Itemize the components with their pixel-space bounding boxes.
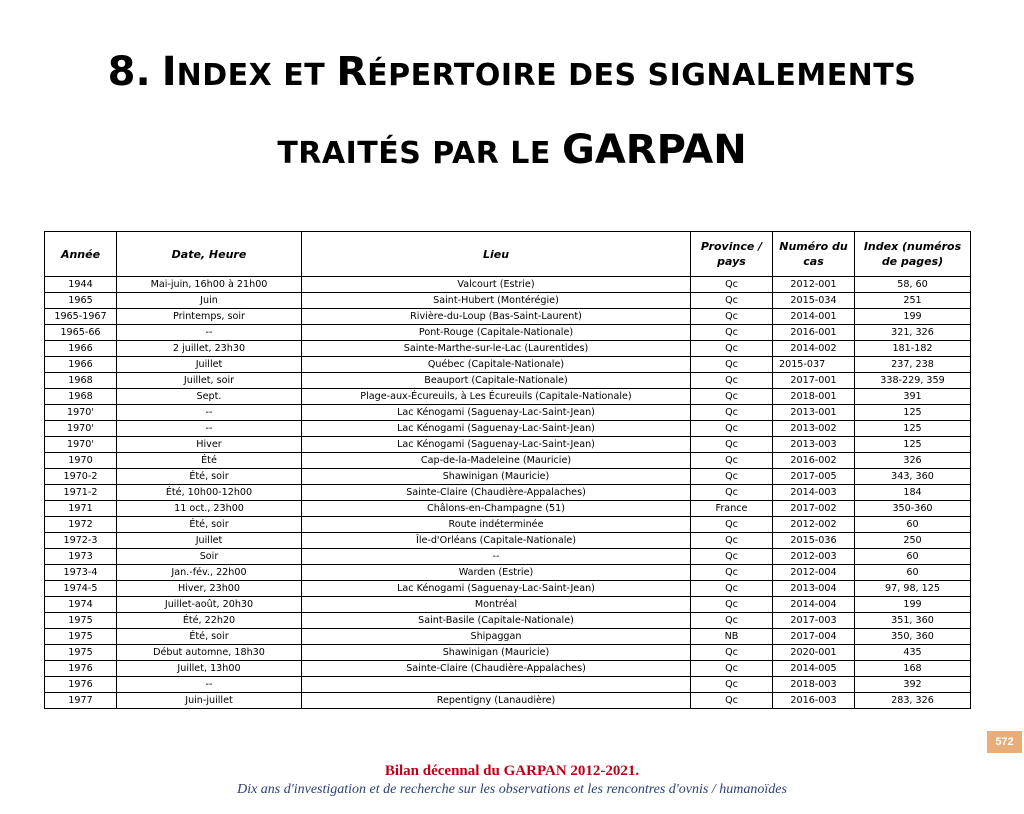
cell-lieu: Lac Kénogami (Saguenay-Lac-Saint-Jean) <box>302 581 691 597</box>
cell-numero: 2016-003 <box>773 693 855 709</box>
cell-lieu: Cap-de-la-Madeleine (Mauricie) <box>302 453 691 469</box>
cell-lieu: Montréal <box>302 597 691 613</box>
cell-lieu: Lac Kénogami (Saguenay-Lac-Saint-Jean) <box>302 405 691 421</box>
cell-numero: 2017-005 <box>773 469 855 485</box>
cell-province: Qc <box>691 469 773 485</box>
cell-lieu: Repentigny (Lanaudière) <box>302 693 691 709</box>
cell-lieu: Sainte-Claire (Chaudière-Appalaches) <box>302 661 691 677</box>
cell-lieu: Sainte-Marthe-sur-le-Lac (Laurentides) <box>302 341 691 357</box>
cell-date-heure: Hiver, 23h00 <box>117 581 302 597</box>
cell-index: 350-360 <box>855 501 971 517</box>
cell-numero: 2013-002 <box>773 421 855 437</box>
cell-index: 237, 238 <box>855 357 971 373</box>
cell-date-heure: Été, soir <box>117 629 302 645</box>
cell-province: Qc <box>691 485 773 501</box>
title-word-ndex: NDEX ET <box>176 58 326 93</box>
cell-date-heure: Été, 22h20 <box>117 613 302 629</box>
cell-date-heure: Juillet <box>117 357 302 373</box>
cell-lieu: Lac Kénogami (Saguenay-Lac-Saint-Jean) <box>302 421 691 437</box>
cell-lieu: Warden (Estrie) <box>302 565 691 581</box>
cell-annee: 1970 <box>45 453 117 469</box>
cell-annee: 1976 <box>45 677 117 693</box>
cell-annee: 1966 <box>45 357 117 373</box>
cell-province: Qc <box>691 389 773 405</box>
cell-index: 321, 326 <box>855 325 971 341</box>
table-row <box>45 293 971 309</box>
cell-numero: 2014-004 <box>773 597 855 613</box>
header-annee: Année <box>45 232 117 277</box>
table-header-row <box>45 232 971 277</box>
header-index: Index (numéros de pages) <box>855 232 971 277</box>
cell-numero: 2018-001 <box>773 389 855 405</box>
cell-province: Qc <box>691 373 773 389</box>
cell-numero: 2012-002 <box>773 517 855 533</box>
cell-annee: 1975 <box>45 645 117 661</box>
cell-annee: 1966 <box>45 341 117 357</box>
cell-date-heure: Juillet, soir <box>117 373 302 389</box>
header-numero: Numéro du cas <box>773 232 855 277</box>
cell-index: 326 <box>855 453 971 469</box>
title-cap-i: I <box>161 49 177 95</box>
cell-province: Qc <box>691 277 773 293</box>
cell-numero: 2013-001 <box>773 405 855 421</box>
table-row <box>45 661 971 677</box>
cell-numero: 2017-004 <box>773 629 855 645</box>
cell-annee: 1968 <box>45 373 117 389</box>
cell-annee: 1977 <box>45 693 117 709</box>
cell-index: 199 <box>855 309 971 325</box>
table-row <box>45 277 971 293</box>
title-cap-r: R <box>336 49 368 95</box>
cell-date-heure: 2 juillet, 23h30 <box>117 341 302 357</box>
cell-province: Qc <box>691 565 773 581</box>
title-traites-par-le: TRAITÉS PAR LE <box>277 136 551 171</box>
sightings-table <box>44 231 971 709</box>
title-word-repertoire: ÉPERTOIRE DES SIGNALEMENTS <box>367 58 917 93</box>
cell-numero: 2017-002 <box>773 501 855 517</box>
cell-numero: 2016-002 <box>773 453 855 469</box>
cell-province: Qc <box>691 453 773 469</box>
cell-lieu: Shipaggan <box>302 629 691 645</box>
table-row <box>45 565 971 581</box>
cell-lieu: Plage-aux-Écureuils, à Les Écureuils (Capitale-Nationale) <box>302 389 691 405</box>
cell-lieu: Route indéterminée <box>302 517 691 533</box>
cell-lieu: Valcourt (Estrie) <box>302 277 691 293</box>
cell-numero: 2014-003 <box>773 485 855 501</box>
table-row <box>45 549 971 565</box>
cell-date-heure: -- <box>117 405 302 421</box>
cell-annee: 1973 <box>45 549 117 565</box>
page-title-line-2 <box>0 127 1024 173</box>
cell-province: Qc <box>691 581 773 597</box>
cell-lieu: Rivière-du-Loup (Bas-Saint-Laurent) <box>302 309 691 325</box>
table-row <box>45 629 971 645</box>
cell-province: Qc <box>691 645 773 661</box>
cell-index: 168 <box>855 661 971 677</box>
cell-index: 350, 360 <box>855 629 971 645</box>
cell-annee: 1972-3 <box>45 533 117 549</box>
cell-annee: 1974-5 <box>45 581 117 597</box>
table-row <box>45 517 971 533</box>
cell-index: 338-229, 359 <box>855 373 971 389</box>
cell-province: Qc <box>691 437 773 453</box>
cell-date-heure: Jan.-fév., 22h00 <box>117 565 302 581</box>
cell-province: Qc <box>691 405 773 421</box>
table-row <box>45 341 971 357</box>
table-row <box>45 373 971 389</box>
cell-province: Qc <box>691 517 773 533</box>
cell-date-heure: Hiver <box>117 437 302 453</box>
cell-index: 391 <box>855 389 971 405</box>
cell-lieu: Lac Kénogami (Saguenay-Lac-Saint-Jean) <box>302 437 691 453</box>
cell-annee: 1970' <box>45 421 117 437</box>
table-body <box>45 277 971 709</box>
table-row <box>45 405 971 421</box>
cell-province: Qc <box>691 357 773 373</box>
cell-lieu: Saint-Basile (Capitale-Nationale) <box>302 613 691 629</box>
cell-province: Qc <box>691 549 773 565</box>
cell-annee: 1971-2 <box>45 485 117 501</box>
cell-date-heure: Juillet-août, 20h30 <box>117 597 302 613</box>
table-row <box>45 437 971 453</box>
cell-date-heure: Été, soir <box>117 517 302 533</box>
cell-numero: 2013-003 <box>773 437 855 453</box>
cell-annee: 1972 <box>45 517 117 533</box>
cell-index: 60 <box>855 517 971 533</box>
cell-numero: 2014-001 <box>773 309 855 325</box>
cell-numero: 2012-003 <box>773 549 855 565</box>
cell-date-heure: Sept. <box>117 389 302 405</box>
cell-lieu: Shawinigan (Mauricie) <box>302 645 691 661</box>
cell-numero: 2014-005 <box>773 661 855 677</box>
cell-date-heure: 11 oct., 23h00 <box>117 501 302 517</box>
table-row <box>45 581 971 597</box>
cell-annee: 1968 <box>45 389 117 405</box>
table-row <box>45 389 971 405</box>
cell-index: 343, 360 <box>855 469 971 485</box>
cell-province: Qc <box>691 533 773 549</box>
cell-province: Qc <box>691 421 773 437</box>
cell-index: 97, 98, 125 <box>855 581 971 597</box>
table-row <box>45 677 971 693</box>
cell-province: Qc <box>691 613 773 629</box>
header-lieu: Lieu <box>302 232 691 277</box>
cell-numero: 2013-004 <box>773 581 855 597</box>
cell-annee: 1970' <box>45 437 117 453</box>
cell-numero: 2017-001 <box>773 373 855 389</box>
cell-annee: 1971 <box>45 501 117 517</box>
cell-lieu: Beauport (Capitale-Nationale) <box>302 373 691 389</box>
cell-index: 125 <box>855 437 971 453</box>
cell-numero: 2015-037 <box>773 357 855 373</box>
cell-annee: 1970' <box>45 405 117 421</box>
cell-index: 58, 60 <box>855 277 971 293</box>
cell-date-heure: Juin <box>117 293 302 309</box>
table-row <box>45 469 971 485</box>
table-row <box>45 645 971 661</box>
cell-date-heure: Été, 10h00-12h00 <box>117 485 302 501</box>
cell-annee: 1944 <box>45 277 117 293</box>
cell-province: Qc <box>691 325 773 341</box>
cell-province: Qc <box>691 309 773 325</box>
cell-index: 283, 326 <box>855 693 971 709</box>
title-section-number: 8. <box>107 49 151 95</box>
cell-province: NB <box>691 629 773 645</box>
cell-index: 125 <box>855 421 971 437</box>
table-row <box>45 613 971 629</box>
cell-date-heure: Été, soir <box>117 469 302 485</box>
table-row <box>45 501 971 517</box>
cell-annee: 1976 <box>45 661 117 677</box>
header-date-heure: Date, Heure <box>117 232 302 277</box>
cell-province: Qc <box>691 693 773 709</box>
cell-province: France <box>691 501 773 517</box>
cell-index: 181-182 <box>855 341 971 357</box>
cell-numero: 2016-001 <box>773 325 855 341</box>
footer-subtitle: Dix ans d'investigation et de recherche sur les observations et les rencontres d'ovnis / humanoïdes <box>237 782 787 797</box>
table-row <box>45 533 971 549</box>
table-row <box>45 421 971 437</box>
table-row <box>45 485 971 501</box>
cell-index: 60 <box>855 549 971 565</box>
table-row <box>45 309 971 325</box>
cell-date-heure: Printemps, soir <box>117 309 302 325</box>
cell-annee: 1974 <box>45 597 117 613</box>
cell-annee: 1973-4 <box>45 565 117 581</box>
page-title-line-1 <box>0 49 1024 95</box>
cell-date-heure: -- <box>117 421 302 437</box>
cell-lieu: Pont-Rouge (Capitale-Nationale) <box>302 325 691 341</box>
cell-date-heure: Juillet, 13h00 <box>117 661 302 677</box>
cell-index: 184 <box>855 485 971 501</box>
cell-date-heure: Mai-juin, 16h00 à 21h00 <box>117 277 302 293</box>
cell-annee: 1965 <box>45 293 117 309</box>
table-row <box>45 357 971 373</box>
cell-lieu: Shawinigan (Mauricie) <box>302 469 691 485</box>
cell-date-heure: -- <box>117 325 302 341</box>
cell-lieu: Île-d'Orléans (Capitale-Nationale) <box>302 533 691 549</box>
cell-province: Qc <box>691 597 773 613</box>
cell-numero: 2012-004 <box>773 565 855 581</box>
cell-index: 125 <box>855 405 971 421</box>
cell-annee: 1975 <box>45 629 117 645</box>
sightings-table-container <box>44 231 970 709</box>
cell-date-heure: Soir <box>117 549 302 565</box>
cell-index: 250 <box>855 533 971 549</box>
cell-province: Qc <box>691 661 773 677</box>
cell-date-heure: Juin-juillet <box>117 693 302 709</box>
cell-numero: 2014-002 <box>773 341 855 357</box>
page-number-badge: 572 <box>987 731 1022 753</box>
cell-numero: 2015-034 <box>773 293 855 309</box>
cell-index: 251 <box>855 293 971 309</box>
table-row <box>45 693 971 709</box>
cell-annee: 1965-66 <box>45 325 117 341</box>
cell-annee: 1965-1967 <box>45 309 117 325</box>
cell-numero: 2020-001 <box>773 645 855 661</box>
cell-date-heure: Juillet <box>117 533 302 549</box>
cell-lieu: Saint-Hubert (Montérégie) <box>302 293 691 309</box>
cell-province: Qc <box>691 677 773 693</box>
cell-numero: 2012-001 <box>773 277 855 293</box>
cell-date-heure: Début automne, 18h30 <box>117 645 302 661</box>
cell-index: 60 <box>855 565 971 581</box>
cell-index: 392 <box>855 677 971 693</box>
header-province: Province / pays <box>691 232 773 277</box>
title-garpan: GARPAN <box>562 127 747 173</box>
cell-index: 199 <box>855 597 971 613</box>
cell-index: 351, 360 <box>855 613 971 629</box>
cell-lieu: Châlons-en-Champagne (51) <box>302 501 691 517</box>
cell-lieu: Sainte-Claire (Chaudière-Appalaches) <box>302 485 691 501</box>
cell-numero: 2015-036 <box>773 533 855 549</box>
table-row <box>45 597 971 613</box>
cell-numero: 2017-003 <box>773 613 855 629</box>
cell-index: 435 <box>855 645 971 661</box>
cell-lieu: Québec (Capitale-Nationale) <box>302 357 691 373</box>
cell-date-heure: -- <box>117 677 302 693</box>
table-row <box>45 453 971 469</box>
footer-title: Bilan décennal du GARPAN 2012-2021. <box>384 763 640 779</box>
cell-province: Qc <box>691 341 773 357</box>
cell-lieu: -- <box>302 549 691 565</box>
cell-date-heure: Été <box>117 453 302 469</box>
cell-lieu <box>302 677 691 693</box>
table-row <box>45 325 971 341</box>
cell-province: Qc <box>691 293 773 309</box>
cell-numero: 2018-003 <box>773 677 855 693</box>
cell-annee: 1970-2 <box>45 469 117 485</box>
cell-annee: 1975 <box>45 613 117 629</box>
